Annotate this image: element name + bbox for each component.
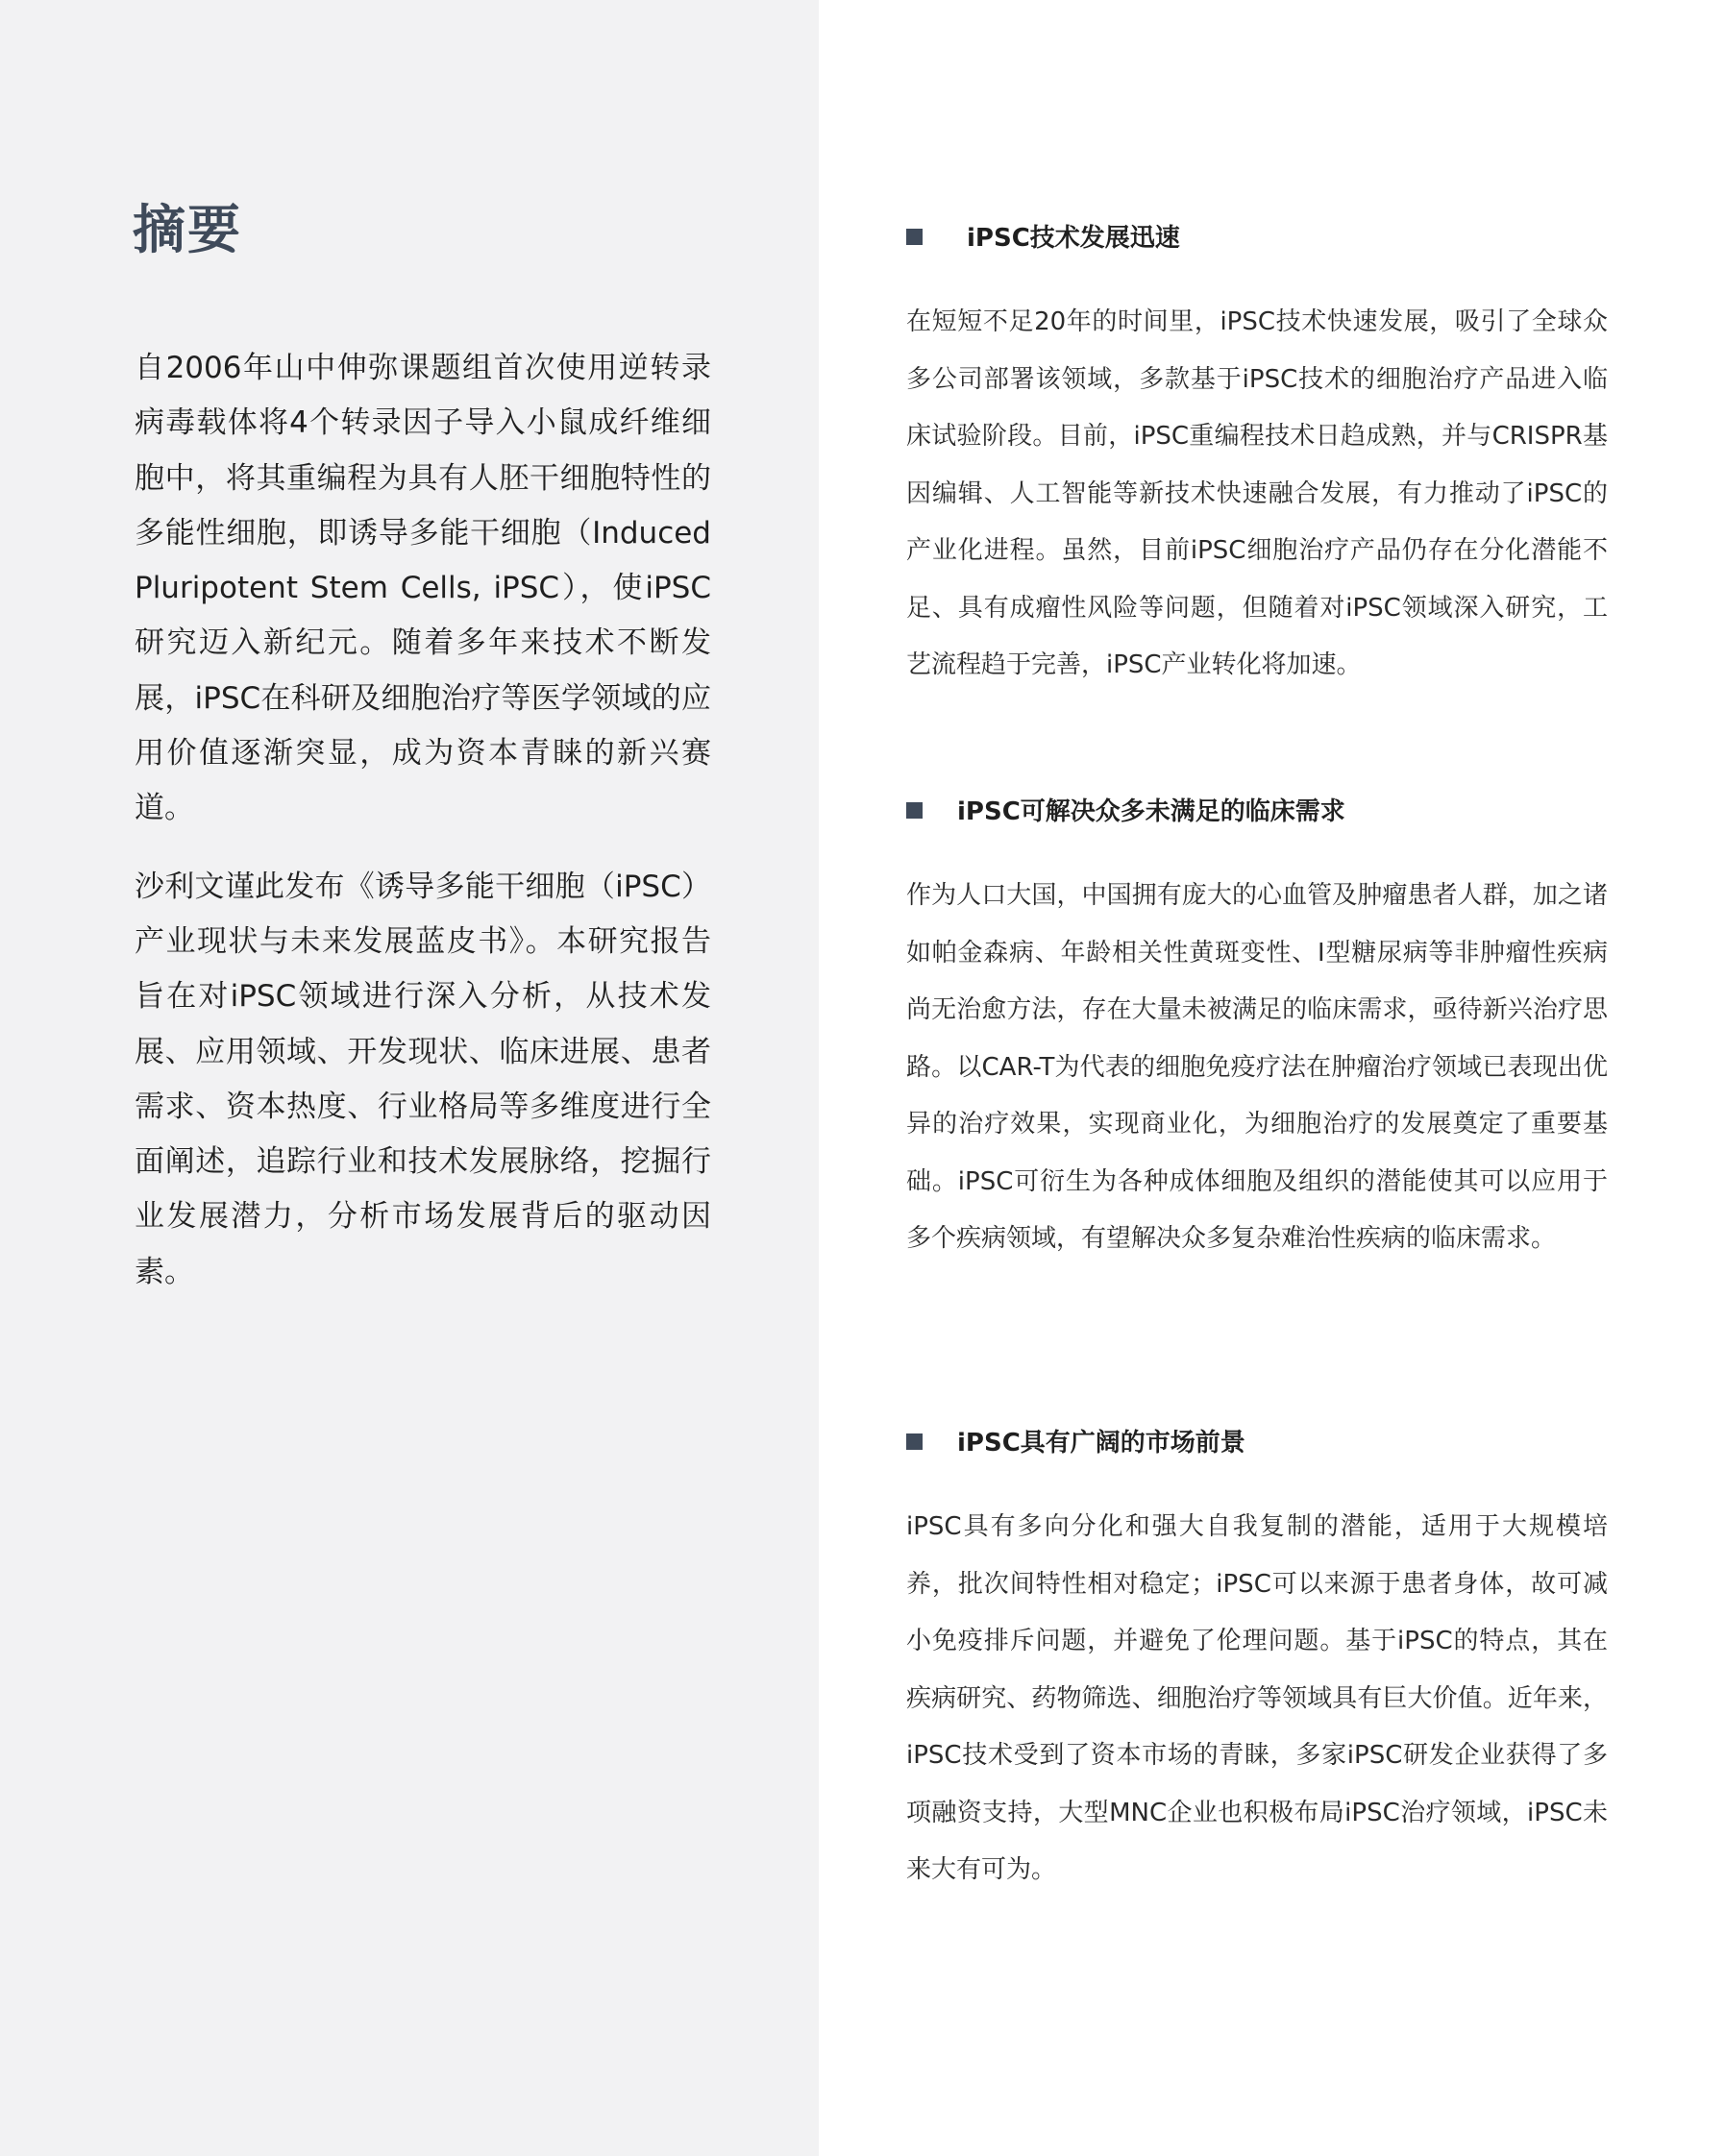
square-bullet-icon	[906, 229, 923, 245]
section-title: iPSC可解决众多未满足的临床需求	[957, 797, 1345, 826]
section-heading	[906, 793, 1608, 831]
section-market-prospects	[906, 1424, 1608, 1899]
section-heading	[906, 1424, 1608, 1462]
section-body: 作为人口大国，中国拥有庞大的心血管及肿瘤患者人群，加之诸如帕金森病、年龄相关性黄斑变性、I型糖尿病等非肿瘤性疾病尚无治愈方法，存在大量未被满足的临床需求，亟待新兴治疗思路。以CAR-T为代表的细胞免疫疗法在肿瘤治疗领域已表现出优异的治疗效果，实现商业化，为细胞治疗的发展奠定了重要基础。iPSC可衍生为各种成体细胞及组织的潜能使其可以应用于多个疾病领域，有望解决众多复杂难治性疾病的临床需求。	[906, 881, 1608, 1253]
intro-paragraph-1: 自2006年山中伸弥课题组首次使用逆转录病毒载体将4个转录因子导入小鼠成纤维细胞中，将其重编程为具有人胚干细胞特性的多能性细胞，即诱导多能干细胞（Induced Pluripotent Stem Cells, iPSC），使iPSC研究迈入新纪元。随着多年来技术不断发展，iPSC在科研及细胞治疗等医学领域的应用价值逐渐突显，成为资本青睐的新兴赛道。	[135, 351, 711, 826]
summary-intro	[135, 341, 711, 1300]
section-heading	[906, 219, 1608, 257]
section-technology-development	[906, 219, 1608, 695]
section-clinical-needs	[906, 793, 1608, 1268]
section-title: iPSC技术发展迅速	[967, 224, 1180, 253]
square-bullet-icon	[906, 802, 923, 819]
summary-panel	[0, 0, 819, 2156]
section-title: iPSC具有广阔的市场前景	[957, 1429, 1245, 1458]
page-title: 摘要	[133, 199, 243, 260]
section-body: iPSC具有多向分化和强大自我复制的潜能，适用于大规模培养，批次间特性相对稳定；iPSC可以来源于患者身体，故可减小免疫排斥问题，并避免了伦理问题。基于iPSC的特点，其在疾病研究、药物筛选、细胞治疗等领域具有巨大价值。近年来，iPSC技术受到了资本市场的青睐，多家iPSC研发企业获得了多项融资支持，大型MNC企业也积极布局iPSC治疗领域，iPSC未来大有可为。	[906, 1512, 1608, 1884]
intro-paragraph-2: 沙利文谨此发布《诱导多能干细胞（iPSC）产业现状与未来发展蓝皮书》。本研究报告旨在对iPSC领域进行深入分析，从技术发展、应用领域、开发现状、临床进展、患者需求、资本热度、行业格局等多维度进行全面阐述，追踪行业和技术发展脉络，挖掘行业发展潜力，分析市场发展背后的驱动因素。	[135, 869, 711, 1289]
section-body: 在短短不足20年的时间里，iPSC技术快速发展，吸引了全球众多公司部署该领域，多款基于iPSC技术的细胞治疗产品进入临床试验阶段。目前，iPSC重编程技术日趋成熟，并与CRISPR基因编辑、人工智能等新技术快速融合发展，有力推动了iPSC的产业化进程。虽然，目前iPSC细胞治疗产品仍存在分化潜能不足、具有成瘤性风险等问题，但随着对iPSC领域深入研究，工艺流程趋于完善，iPSC产业转化将加速。	[906, 307, 1608, 679]
square-bullet-icon	[906, 1433, 923, 1450]
